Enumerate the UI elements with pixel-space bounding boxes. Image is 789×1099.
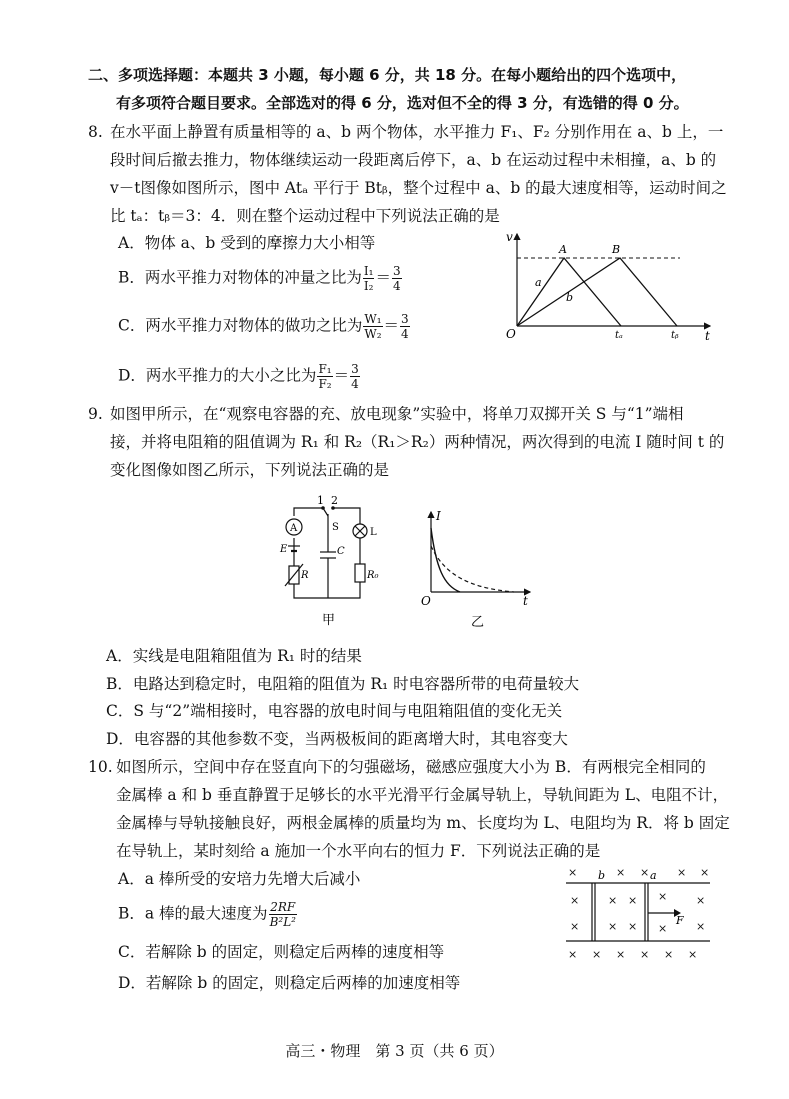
- q8-stem-line-4: 比 tₐ：tᵦ＝3：4．则在整个运动过程中下列说法正确的是: [110, 207, 500, 225]
- frac-num: 3: [392, 264, 401, 278]
- q9-stem-line-3: 变化图像如图乙所示，下列说法正确的是: [110, 461, 390, 479]
- q8-option-c[interactable]: [118, 312, 411, 341]
- label-origin: O: [506, 327, 516, 341]
- label-line-b: b: [566, 291, 574, 304]
- q8-stem-line-2: 段时间后撤去推力，物体继续运动一段距离后停下，a、b 在运动过程中未相撞，a、b 的: [110, 151, 717, 169]
- field-cross: ×: [696, 894, 706, 907]
- field-cross: ×: [570, 894, 580, 907]
- field-cross: ×: [592, 948, 602, 961]
- label-ammeter: A: [290, 523, 298, 534]
- page-footer: 高三・物理 第 3 页（共 6 页）: [285, 1042, 504, 1060]
- equals-sign: ＝: [333, 366, 350, 385]
- frac-den: 4: [351, 377, 359, 391]
- circuit-top-wire: [294, 508, 360, 524]
- q9-current-graph: [418, 506, 538, 630]
- field-cross: ×: [616, 948, 626, 961]
- field-cross: ×: [628, 920, 638, 933]
- q10-option-a[interactable]: A．a 棒所受的安培力先增大后减小: [118, 870, 361, 888]
- q8-option-b-ratio: [363, 264, 375, 293]
- label-i: I: [436, 509, 441, 523]
- r0-resistor: [355, 564, 365, 582]
- frac-den: 4: [401, 327, 409, 341]
- q8-vt-graph: [500, 228, 715, 346]
- q8-option-d-ratio: [317, 362, 332, 391]
- q10-number: 10.: [88, 758, 113, 776]
- q8-option-c-text: C．两水平推力对物体的做功之比为: [118, 316, 363, 335]
- dashed-current-curve: [431, 546, 514, 592]
- frac-num: 3: [351, 362, 359, 376]
- frac-den: W₂: [364, 327, 382, 341]
- field-cross: ×: [628, 894, 638, 907]
- q10-option-b-text: B．a 棒的最大速度为: [118, 904, 268, 923]
- field-cross: ×: [688, 948, 698, 961]
- section-title-line-1: 二、多项选择题：本题共 3 小题，每小题 6 分，共 18 分。在每小题给出的四个选项中，: [88, 66, 687, 84]
- q8-stem-line-1: 在水平面上静置有质量相等的 a、b 两个物体，水平推力 F₁、F₂ 分别作用在 a、b 上，一: [110, 123, 724, 141]
- q10-option-c[interactable]: C．若解除 b 的固定，则稳定后两棒的速度相等: [118, 943, 445, 961]
- q8-option-c-value: [400, 312, 410, 341]
- label-battery: E: [280, 544, 288, 555]
- q8-option-d[interactable]: [118, 362, 361, 391]
- field-cross: ×: [640, 948, 650, 961]
- q9-option-c[interactable]: C．S 与“2”端相接时，电容器的放电时间与电阻箱阻值的变化无关: [106, 702, 563, 720]
- label-switch: S: [332, 522, 339, 533]
- label-t: t: [705, 329, 710, 343]
- q9-circuit-diagram: [276, 494, 381, 629]
- frac-den: I₂: [363, 279, 374, 293]
- field-cross: ×: [658, 890, 668, 903]
- q10-stem-line-3: 金属棒与导轨接触良好，两根金属棒的质量均为 m、长度均为 L、电阻均为 R．将 b 固定: [116, 814, 730, 832]
- label-capacitor: C: [337, 546, 345, 557]
- field-cross: ×: [658, 922, 668, 935]
- frac-num: 3: [401, 312, 409, 326]
- field-cross: ×: [570, 920, 580, 933]
- caption-jia: 甲: [322, 613, 336, 628]
- field-cross: ×: [700, 866, 710, 879]
- field-cross: ×: [664, 948, 674, 961]
- q8-option-d-text: D．两水平推力的大小之比为: [118, 366, 317, 385]
- q9-option-b[interactable]: B．电路达到稳定时，电阻箱的阻值为 R₁ 时电容器所带的电荷量较大: [106, 675, 580, 693]
- label-origin: O: [421, 594, 431, 608]
- frac-num: 2RF: [270, 900, 296, 914]
- circuit-bottom-wire: [294, 538, 360, 598]
- q9-stem-line-1: 如图甲所示，在“观察电容器的充、放电现象”实验中，将单刀双掷开关 S 与“1”端相: [110, 405, 684, 423]
- label-tb: tᵦ: [671, 330, 679, 341]
- q10-option-b[interactable]: [118, 900, 298, 929]
- q8-option-b-text: B．两水平推力对物体的冲量之比为: [118, 268, 362, 287]
- label-v: v: [506, 230, 513, 244]
- label-lamp: L: [370, 527, 377, 538]
- frac-den: F₂: [318, 377, 332, 391]
- q8-option-b[interactable]: [118, 264, 403, 293]
- q9-option-d[interactable]: D．电容器的其他参数不变，当两极板间的距离增大时，其电容变大: [106, 730, 568, 748]
- label-ta: tₐ: [615, 330, 623, 341]
- q9-stem-line-2: 接，并将电阻箱的阻值调为 R₁ 和 R₂（R₁＞R₂）两种情况，两次得到的电流 I 随时间 t 的: [110, 433, 725, 451]
- magnetic-field-crosses: [568, 866, 709, 961]
- q8-number: 8.: [88, 123, 103, 141]
- q10-stem-line-4: 在导轨上，某时刻给 a 施加一个水平向右的恒力 F．下列说法正确的是: [116, 842, 601, 860]
- q8-stem-line-3: v－t图像如图所示，图中 Atₐ 平行于 Btᵦ，整个过程中 a、b 的最大速度相等，运动时间之: [110, 179, 727, 197]
- label-rod-a: a: [650, 869, 657, 882]
- field-cross: ×: [616, 866, 626, 879]
- field-cross: ×: [568, 948, 578, 961]
- label-point-a: A: [559, 243, 567, 256]
- equals-sign: ＝: [375, 268, 391, 287]
- field-cross: ×: [608, 894, 618, 907]
- label-resistor: R: [301, 570, 309, 581]
- q8-option-c-ratio: [363, 312, 382, 341]
- field-cross: ×: [696, 920, 706, 933]
- q8-option-a[interactable]: A．物体 a、b 受到的摩擦力大小相等: [118, 234, 376, 252]
- field-cross: ×: [608, 920, 618, 933]
- label-r0: R₀: [367, 570, 379, 581]
- frac-num: W₁: [364, 312, 382, 326]
- q9-number: 9.: [88, 405, 103, 423]
- q8-option-b-value: [392, 264, 402, 293]
- q10-stem-line-1: 如图所示，空间中存在竖直向下的匀强磁场，磁感应强度大小为 B．有两根完全相同的: [116, 758, 706, 776]
- label-rod-b: b: [598, 869, 606, 882]
- q10-option-b-value: [269, 900, 297, 929]
- q10-option-d[interactable]: D．若解除 b 的固定，则稳定后两棒的加速度相等: [118, 974, 461, 992]
- q9-option-a[interactable]: A．实线是电阻箱阻值为 R₁ 时的结果: [106, 647, 362, 665]
- field-cross: ×: [677, 866, 687, 879]
- caption-yi: 乙: [471, 615, 485, 630]
- field-cross: ×: [568, 866, 578, 879]
- q8-option-d-value: [350, 362, 360, 391]
- q10-rail-figure: [562, 862, 714, 962]
- frac-num: I₁: [363, 264, 374, 278]
- field-cross: ×: [640, 866, 650, 879]
- label-terminal-2: 2: [331, 494, 338, 507]
- solid-current-curve: [431, 528, 460, 592]
- label-t: t: [523, 594, 528, 608]
- equals-sign: ＝: [383, 316, 400, 335]
- frac-num: F₁: [318, 362, 332, 376]
- frac-den: B²L²: [269, 915, 296, 929]
- label-point-b: B: [612, 243, 621, 256]
- label-terminal-1: 1: [317, 494, 324, 507]
- frac-den: 4: [392, 279, 401, 293]
- label-force: F: [676, 914, 684, 927]
- label-line-a: a: [535, 276, 542, 289]
- section-title-line-2: 有多项符合题目要求。全部选对的得 6 分，选对但不全的得 3 分，有选错的得 0 分。: [116, 94, 689, 112]
- q10-stem-line-2: 金属棒 a 和 b 垂直静置于足够长的水平光滑平行金属导轨上，导轨间距为 L、电阻不计，: [116, 786, 729, 804]
